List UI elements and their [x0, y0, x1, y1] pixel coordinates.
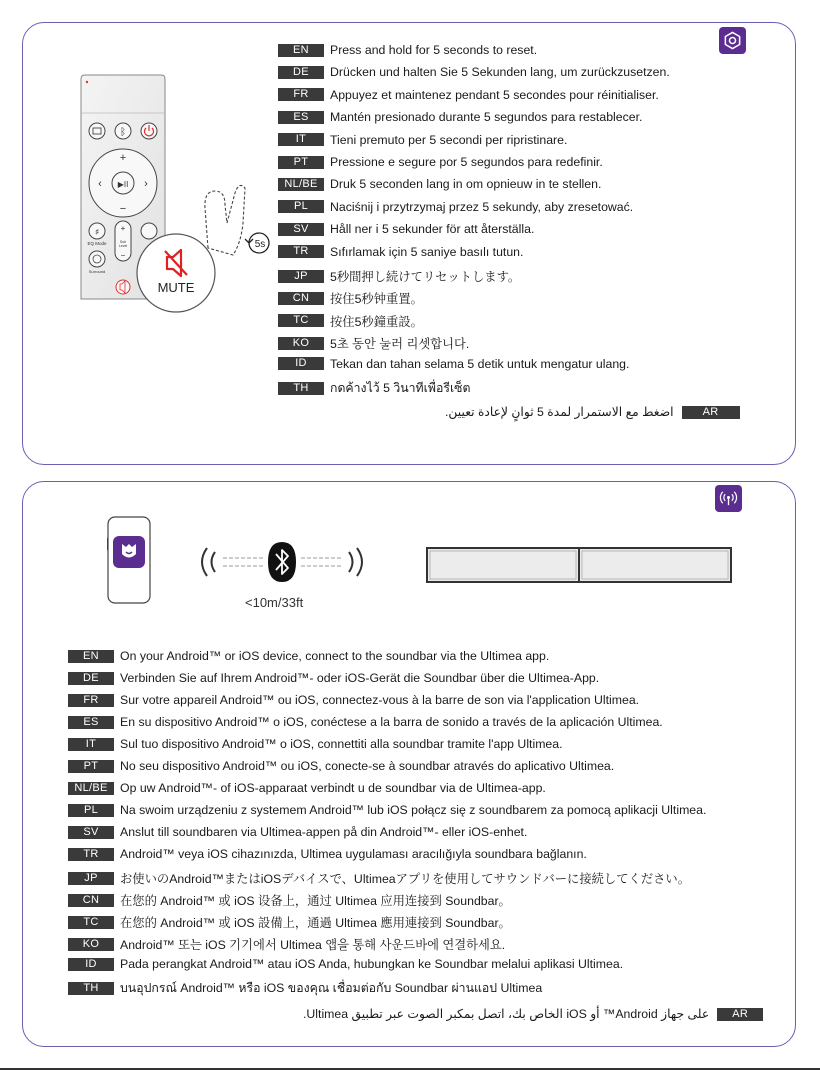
instruction-text: กดค้างไว้ 5 วินาทีเพื่อรีเซ็ต	[330, 381, 471, 395]
language-code: SV	[278, 223, 324, 236]
instruction-row-tr	[278, 245, 523, 259]
instruction-text: Tieni premuto per 5 secondi per ripristinare.	[330, 132, 568, 147]
language-code: PL	[68, 804, 114, 817]
instruction-row-de	[68, 671, 599, 685]
connect-instruction-ar	[303, 1007, 763, 1021]
language-code: DE	[68, 672, 114, 685]
instruction-row-tc	[68, 913, 511, 931]
instruction-text: 5초 동안 눌러 리셋합니다.	[330, 337, 470, 352]
remote-illustration	[73, 73, 273, 313]
language-code: IT	[68, 738, 114, 751]
instruction-row-tc	[278, 312, 423, 330]
eq-mode-label: EQ Mode	[87, 241, 107, 246]
instruction-text: 5秒間押し続けてリセットします。	[330, 270, 521, 284]
instruction-row-pt	[278, 155, 603, 169]
language-code: TH	[68, 982, 114, 995]
instruction-text: On your Android™ or iOS device, connect to the soundbar via the Ultimea app.	[120, 649, 550, 663]
hold-5s-label: 5s	[254, 239, 266, 250]
instruction-row-id	[68, 957, 623, 971]
language-code: KO	[278, 337, 324, 350]
bluetooth-connection	[193, 540, 373, 590]
svg-text:+: +	[119, 152, 127, 164]
instruction-text: Android™ 또는 iOS 기기에서 Ultimea 앱을 통해 사운드바에 연결하세요.	[120, 938, 506, 952]
page-footer-rule	[0, 1068, 820, 1070]
instruction-row-en	[68, 649, 549, 663]
surround-label: Surround	[88, 269, 106, 274]
instruction-text: Pada perangkat Android™ atau iOS Anda, hubungkan ke Soundbar melalui aplikasi Ultimea.	[120, 957, 624, 971]
language-code: JP	[68, 872, 114, 885]
language-code: IT	[278, 133, 324, 146]
language-code: TR	[68, 848, 114, 861]
language-code: PL	[278, 200, 324, 213]
instruction-text: お使いのAndroid™またはiOSデバイスで、Ultimeaアプリを使用してサウンドバーに接続してください。	[120, 872, 691, 886]
instruction-text: Na swoim urządzeniu z systemem Android™ lub iOS połącz się z soundbarem za pomocą aplikacji Ultimea.	[120, 803, 707, 817]
instruction-text: Verbinden Sie auf Ihrem Android™- oder iOS-Gerät die Soundbar über die Ultimea-App.	[120, 671, 600, 685]
language-code: ES	[278, 111, 324, 124]
connect-panel	[22, 481, 796, 1047]
instruction-row-th	[68, 979, 542, 998]
instruction-row-cn	[68, 891, 511, 909]
svg-text:+: +	[120, 224, 126, 233]
instruction-row-ko	[278, 334, 469, 352]
instruction-text: على جهاز Android™ أو iOS الخاص بك، اتصل بمكبر الصوت عبر تطبيق Ultimea.	[303, 1007, 710, 1021]
instruction-text: Sul tuo dispositivo Android™ o iOS, connettiti alla soundbar tramite l'app Ultimea.	[120, 737, 563, 751]
instruction-row-it	[278, 133, 567, 147]
instruction-row-jp	[278, 267, 520, 285]
language-code: FR	[278, 88, 324, 101]
instruction-row-pt	[68, 759, 614, 773]
instruction-text: Tekan dan tahan selama 5 detik untuk mengatur ulang.	[330, 356, 630, 371]
instruction-text: Op uw Android™- of iOS-apparaat verbindt u de soundbar via de Ultimea-app.	[120, 781, 546, 795]
svg-text:Level: Level	[118, 244, 128, 248]
instruction-row-pl	[68, 803, 706, 817]
instruction-text: Press and hold for 5 seconds to reset.	[330, 43, 538, 57]
instruction-text: No seu dispositivo Android™ ou iOS, conecte-se à soundbar através do aplicativo Ultimea.	[120, 759, 615, 773]
instruction-text: Appuyez et maintenez pendant 5 secondes pour réinitialiser.	[330, 87, 659, 102]
instruction-text: Håll ner i 5 sekunder för att återställa.	[330, 222, 535, 237]
instruction-text: Android™ veya iOS cihazınızda, Ultimea uygulaması aracılığıyla soundbara bağlanın.	[120, 847, 587, 861]
language-code: TC	[278, 314, 324, 327]
instruction-text: Sıfırlamak için 5 saniye basılı tutun.	[330, 244, 524, 259]
svg-text:♯: ♯	[95, 229, 99, 236]
instruction-text: اضغط مع الاستمرار لمدة 5 ثوانٍ لإعادة تعيين.	[445, 405, 674, 419]
language-code: EN	[278, 44, 324, 57]
instruction-row-pl	[278, 200, 633, 214]
instruction-row-es	[278, 110, 642, 124]
instruction-text: 按住5秒钟重置。	[330, 292, 423, 307]
instruction-row-en	[278, 43, 537, 57]
language-code: CN	[278, 292, 324, 305]
instruction-row-tr	[68, 847, 587, 861]
reset-button-icon	[719, 27, 746, 54]
instruction-row-fr	[278, 88, 659, 102]
instruction-text: Anslut till soundbaren via Ultimea-appen på din Android™- eller iOS-enhet.	[120, 825, 528, 839]
reset-instruction-ar	[445, 405, 740, 419]
language-code: ID	[278, 357, 324, 370]
instruction-row-sv	[278, 222, 534, 236]
instruction-row-jp	[68, 869, 690, 887]
instruction-row-fr	[68, 693, 639, 707]
language-code: JP	[278, 270, 324, 283]
mute-label: MUTE	[157, 280, 195, 295]
instruction-row-de	[278, 65, 670, 79]
instruction-text: 在您的 Android™ 或 iOS 設備上，通過 Ultimea 應用連接到 Soundbar。	[120, 916, 511, 930]
instruction-row-es	[68, 715, 663, 729]
language-code: AR	[682, 406, 740, 419]
language-code: AR	[717, 1008, 763, 1021]
svg-text:›: ›	[144, 178, 148, 190]
instruction-text: Drücken und halten Sie 5 Sekunden lang, um zurückzusetzen.	[330, 65, 670, 80]
instruction-text: Mantén presionado durante 5 segundos para restablecer.	[330, 110, 643, 125]
svg-text:ᛒ: ᛒ	[120, 127, 126, 138]
language-code: NL/BE	[68, 782, 114, 795]
language-code: PT	[68, 760, 114, 773]
language-code: FR	[68, 694, 114, 707]
language-code: NL/BE	[278, 178, 324, 191]
language-code: DE	[278, 66, 324, 79]
language-code: TC	[68, 916, 114, 929]
reset-panel	[22, 22, 796, 465]
instruction-text: 按住5秒鐘重設。	[330, 314, 423, 329]
svg-text:▶II: ▶II	[117, 180, 129, 189]
soundbar-illustration	[426, 547, 732, 583]
instruction-row-cn	[278, 289, 423, 307]
svg-text:‹: ‹	[98, 178, 102, 190]
svg-text:−: −	[119, 203, 127, 215]
instruction-row-sv	[68, 825, 527, 839]
instruction-row-nl-be	[278, 177, 601, 191]
instruction-row-nl-be	[68, 781, 546, 795]
language-code: SV	[68, 826, 114, 839]
svg-text:−: −	[120, 251, 126, 260]
instruction-row-id	[278, 357, 629, 371]
bluetooth-icon	[268, 542, 296, 582]
instruction-text: Sur votre appareil Android™ ou iOS, connectez-vous à la barre de son via l'application Ultimea.	[120, 693, 640, 707]
instruction-text: Naciśnij i przytrzymaj przez 5 sekundy, aby zresetować.	[330, 199, 634, 214]
instruction-text: Druk 5 seconden lang in om opnieuw in te stellen.	[330, 177, 602, 192]
svg-text:Sub: Sub	[119, 240, 127, 244]
language-code: TR	[278, 245, 324, 258]
language-code: KO	[68, 938, 114, 951]
instruction-row-ko	[68, 935, 505, 953]
instruction-text: บนอุปกรณ์ Android™ หรือ iOS ของคุณ เชื่อมต่อกับ Soundbar ผ่านแอป Ultimea	[120, 981, 543, 995]
instruction-text: 在您的 Android™ 或 iOS 设备上，通过 Ultimea 应用连接到 Soundbar。	[120, 894, 511, 908]
wireless-signal-icon	[715, 485, 742, 512]
language-code: ES	[68, 716, 114, 729]
instruction-row-it	[68, 737, 563, 751]
instruction-text: Pressione e segure por 5 segundos para redefinir.	[330, 155, 603, 169]
language-code: ID	[68, 958, 114, 971]
language-code: CN	[68, 894, 114, 907]
instruction-row-th	[278, 379, 470, 398]
language-code: PT	[278, 156, 324, 169]
instruction-text: En su dispositivo Android™ o iOS, conéctese a la barra de sonido a través de la aplicación Ultimea.	[120, 715, 663, 729]
phone-illustration	[107, 516, 155, 606]
range-label: <10m/33ft	[245, 595, 304, 610]
language-code: TH	[278, 382, 324, 395]
language-code: EN	[68, 650, 114, 663]
